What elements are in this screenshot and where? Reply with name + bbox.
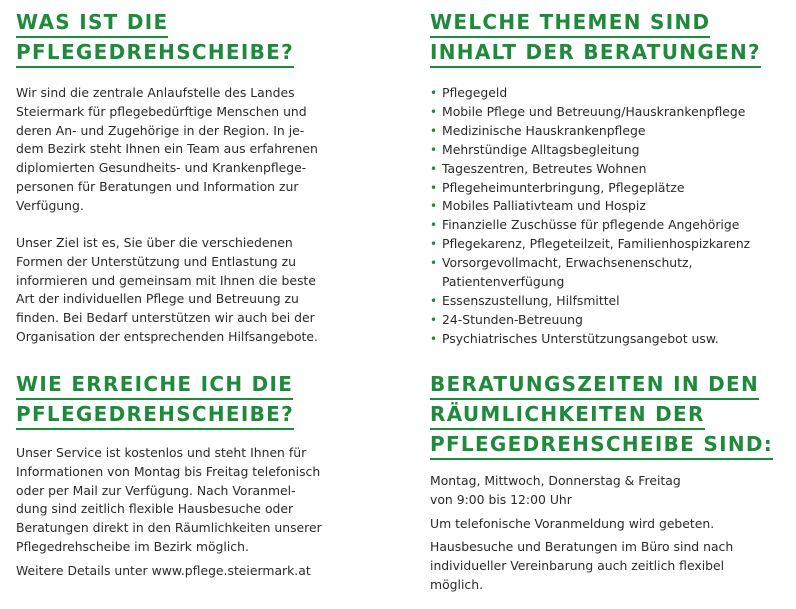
home-visits-paragraph — [430, 538, 733, 594]
list-item — [430, 235, 750, 254]
text-line: personen für Beratungen und Information zur — [16, 178, 299, 194]
text-line: Hausbesuche und Beratungen im Büro sind nach — [430, 539, 734, 554]
heading-welche-themen — [430, 8, 761, 68]
bullet-icon: • — [430, 123, 438, 138]
opening-days — [430, 472, 681, 510]
list-item — [430, 160, 750, 179]
bullet-icon: • — [430, 180, 438, 195]
heading-line: RÄUMLICHKEITEN DER — [430, 400, 705, 430]
list-item — [430, 292, 750, 311]
text-line: individueller Vereinbarung auch zeitlich flexibel — [430, 557, 725, 573]
text-line: Verfügung. — [16, 197, 84, 213]
bullet-icon: • — [430, 142, 438, 157]
heading-line: INHALT DER BERATUNGEN? — [430, 38, 761, 68]
list-item-text: Psychiatrisches Unterstützungsangebot usw. — [442, 330, 719, 346]
list-item — [430, 179, 750, 198]
text-line: diplomierten Gesundheits- und Krankenpflege- — [16, 160, 307, 176]
text-line: finden. Bei Bedarf unterstützen wir auch bei der — [16, 310, 315, 326]
heading-was-ist-die-pflegedrehscheibe — [16, 8, 294, 68]
list-item-text: Pflegekarenz, Pflegeteilzeit, Familienhospizkarenz — [442, 236, 751, 252]
text-line: Informationen von Montag bis Freitag telefonisch — [16, 463, 321, 479]
heading-line: WAS IST DIE — [16, 8, 168, 38]
text-line: Um telefonische Voranmeldung wird gebeten. — [430, 516, 715, 531]
list-item-text: Finanzielle Zuschüsse für pflegende Angehörige — [442, 217, 740, 233]
text-line: Weitere Details unter www.pflege.steiermark.at — [16, 563, 311, 578]
list-item-text: Pflegegeld — [442, 85, 508, 100]
text-line: von 9:00 bis 12:00 Uhr — [430, 491, 572, 507]
list-item-text: Patientenverfügung — [442, 274, 565, 290]
text-line: Organisation der entsprechenden Hilfsangebote. — [16, 328, 318, 344]
text-line: Beratungen direkt in den Räumlichkeiten unserer — [16, 520, 322, 536]
text-line: dung sind zeitlich flexible Hausbesuche oder — [16, 501, 294, 517]
list-item-text: Mobiles Palliativteam und Hospiz — [442, 198, 646, 214]
text-line: informieren und gemeinsam mit Ihnen die beste — [16, 272, 316, 288]
text-line: Wir sind die zentrale Anlaufstelle des Landes — [16, 85, 295, 100]
list-item — [430, 122, 750, 141]
details-paragraph — [16, 562, 311, 581]
list-item-text: Vorsorgevollmacht, Erwachsenenschutz, — [442, 255, 693, 271]
list-item — [430, 103, 750, 122]
list-item-text: 24-Stunden-Betreuung — [442, 311, 583, 327]
list-item — [430, 141, 750, 160]
bullet-icon: • — [430, 199, 438, 214]
bullet-icon: • — [430, 218, 438, 233]
heading-line: PFLEGEDREHSCHEIBE SIND: — [430, 430, 773, 460]
list-item-text: Tageszentren, Betreutes Wohnen — [442, 160, 647, 176]
bullet-icon: • — [430, 256, 438, 271]
text-line: Art der individuellen Pflege und Betreuung zu — [16, 291, 299, 307]
heading-line: BERATUNGSZEITEN IN DEN — [430, 370, 759, 400]
bullet-icon: • — [430, 312, 438, 327]
text-line: Steiermark für pflegebedürftige Menschen und — [16, 103, 307, 119]
bullet-icon: • — [430, 86, 438, 100]
list-item-text: Medizinische Hauskrankenpflege — [442, 122, 646, 138]
list-item-text: Mobile Pflege und Betreuung/Hauskrankenpflege — [442, 103, 746, 119]
bullet-icon: • — [430, 331, 438, 346]
service-paragraph — [16, 444, 322, 557]
text-line: Formen der Unterstützung und Entlastung zu — [16, 253, 296, 269]
list-item — [430, 216, 750, 235]
list-item — [430, 254, 750, 292]
text-line: dem Bezirk steht Ihnen ein Team aus erfahrenen — [16, 141, 318, 157]
heading-beratungszeiten — [430, 370, 773, 460]
list-item — [430, 311, 750, 330]
text-line: Pflegedrehscheibe im Bezirk möglich. — [16, 538, 249, 554]
bullet-icon: • — [430, 104, 438, 119]
list-item — [430, 330, 750, 349]
list-item-text: Pflegeheimunterbringung, Pflegeplätze — [442, 179, 685, 195]
bullet-icon: • — [430, 161, 438, 176]
heading-line: PFLEGEDREHSCHEIBE? — [16, 38, 294, 68]
intro-paragraph — [16, 84, 318, 216]
heading-line: WELCHE THEMEN SIND — [430, 8, 710, 38]
text-line: Unser Ziel ist es, Sie über die verschiedenen — [16, 235, 293, 250]
registration-note — [430, 515, 714, 534]
text-line: oder per Mail zur Verfügung. Nach Voranmel- — [16, 482, 296, 498]
bullet-icon: • — [430, 237, 438, 252]
heading-wie-erreiche-ich — [16, 370, 294, 430]
heading-line: PFLEGEDREHSCHEIBE? — [16, 400, 294, 430]
text-line: möglich. — [430, 576, 484, 592]
bullet-icon: • — [430, 293, 438, 308]
list-item — [430, 84, 750, 103]
list-item-text: Essenszustellung, Hilfsmittel — [442, 292, 620, 308]
text-line: Montag, Mittwoch, Donnerstag & Freitag — [430, 473, 681, 488]
list-item-text: Mehrstündige Alltagsbegleitung — [442, 141, 640, 157]
text-line: Unser Service ist kostenlos und steht Ihnen für — [16, 445, 307, 460]
goal-paragraph — [16, 234, 318, 347]
text-line: deren An- und Zugehörige in der Region. In je- — [16, 122, 305, 138]
heading-line: WIE ERREICHE ICH DIE — [16, 370, 293, 400]
topics-list — [430, 84, 750, 349]
list-item — [430, 197, 750, 216]
